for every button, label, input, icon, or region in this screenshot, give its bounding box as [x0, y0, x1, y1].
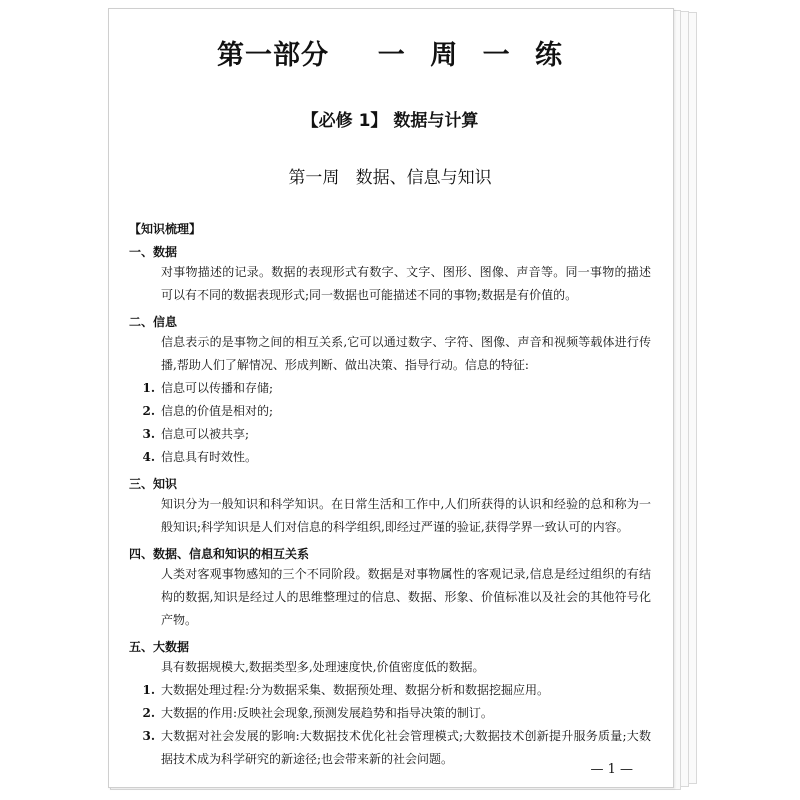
module-subtitle: 【必修 1】 数据与计算 [301, 111, 479, 131]
section-paragraph: 信息表示的是事物之间的相互关系,它可以通过数字、字符、图像、声音和视频等载体进行传播,帮助人们了解情况、形成判断、做出决策、指导行动。信息的特征: [161, 335, 651, 372]
list-item-text: 信息具有时效性。 [161, 450, 258, 464]
list-item-text: 信息的价值是相对的; [161, 404, 274, 418]
list-item [129, 702, 651, 725]
list-item [129, 377, 651, 400]
section-heading: 四、数据、信息和知识的相互关系 [129, 547, 310, 561]
week-title: 第一周 数据、信息与知识 [288, 168, 492, 188]
section-heading: 三、知识 [129, 477, 178, 491]
list-item-number: 1. [142, 683, 155, 697]
page-number: — 1 — [590, 762, 633, 777]
section-paragraph: 对事物描述的记录。数据的表现形式有数字、文字、图形、图像、声音等。同一事物的描述可以有不同的数据表现形式;同一数据也可能描述不同的事物;数据是有价值的。 [161, 265, 651, 302]
document-page [108, 8, 674, 788]
list-item-text: 信息可以传播和存储; [161, 381, 274, 395]
section-paragraph: 人类对客观事物感知的三个不同阶段。数据是对事物属性的客观记录,信息是经过组织的有结构的数据,知识是经过人的思维整理过的信息、数据、形象、价值标准以及社会的其他符号化产物。 [161, 567, 651, 627]
list-item-number: 4. [142, 450, 155, 464]
section-tag: 【知识梳理】 [129, 222, 202, 236]
section-heading: 二、信息 [129, 315, 178, 329]
list-item-text: 信息可以被共享; [161, 427, 250, 441]
list-item-text: 大数据对社会发展的影响:大数据技术优化社会管理模式;大数据技术创新提升服务质量;大数据技术成为科学研究的新途径;也会带来新的社会问题。 [161, 729, 651, 766]
page-title: 第一部分 一 周 一 练 [217, 40, 563, 71]
list-item [129, 725, 651, 771]
list-item-number: 3. [142, 427, 155, 441]
list-item [129, 423, 651, 446]
list-item-number: 2. [142, 706, 155, 720]
section-heading: 五、大数据 [129, 640, 190, 654]
list-item [129, 679, 651, 702]
list-item-text: 大数据处理过程:分为数据采集、数据预处理、数据分析和数据挖掘应用。 [161, 683, 550, 697]
list-item-number: 1. [142, 381, 155, 395]
list-item [129, 446, 651, 469]
list-item [129, 400, 651, 423]
list-item-number: 2. [142, 404, 155, 418]
list-item-text: 大数据的作用:反映社会现象,预测发展趋势和指导决策的制订。 [161, 706, 493, 720]
section-paragraph: 具有数据规模大,数据类型多,处理速度快,价值密度低的数据。 [161, 660, 485, 674]
knowledge-sections [129, 243, 651, 771]
section-heading: 一、数据 [129, 245, 178, 259]
list-item-number: 3. [142, 729, 155, 743]
section-paragraph: 知识分为一般知识和科学知识。在日常生活和工作中,人们所获得的认识和经验的总和称为一般知识;科学知识是人们对信息的科学组织,即经过严谨的验证,获得学界一致认可的内容。 [161, 497, 651, 534]
